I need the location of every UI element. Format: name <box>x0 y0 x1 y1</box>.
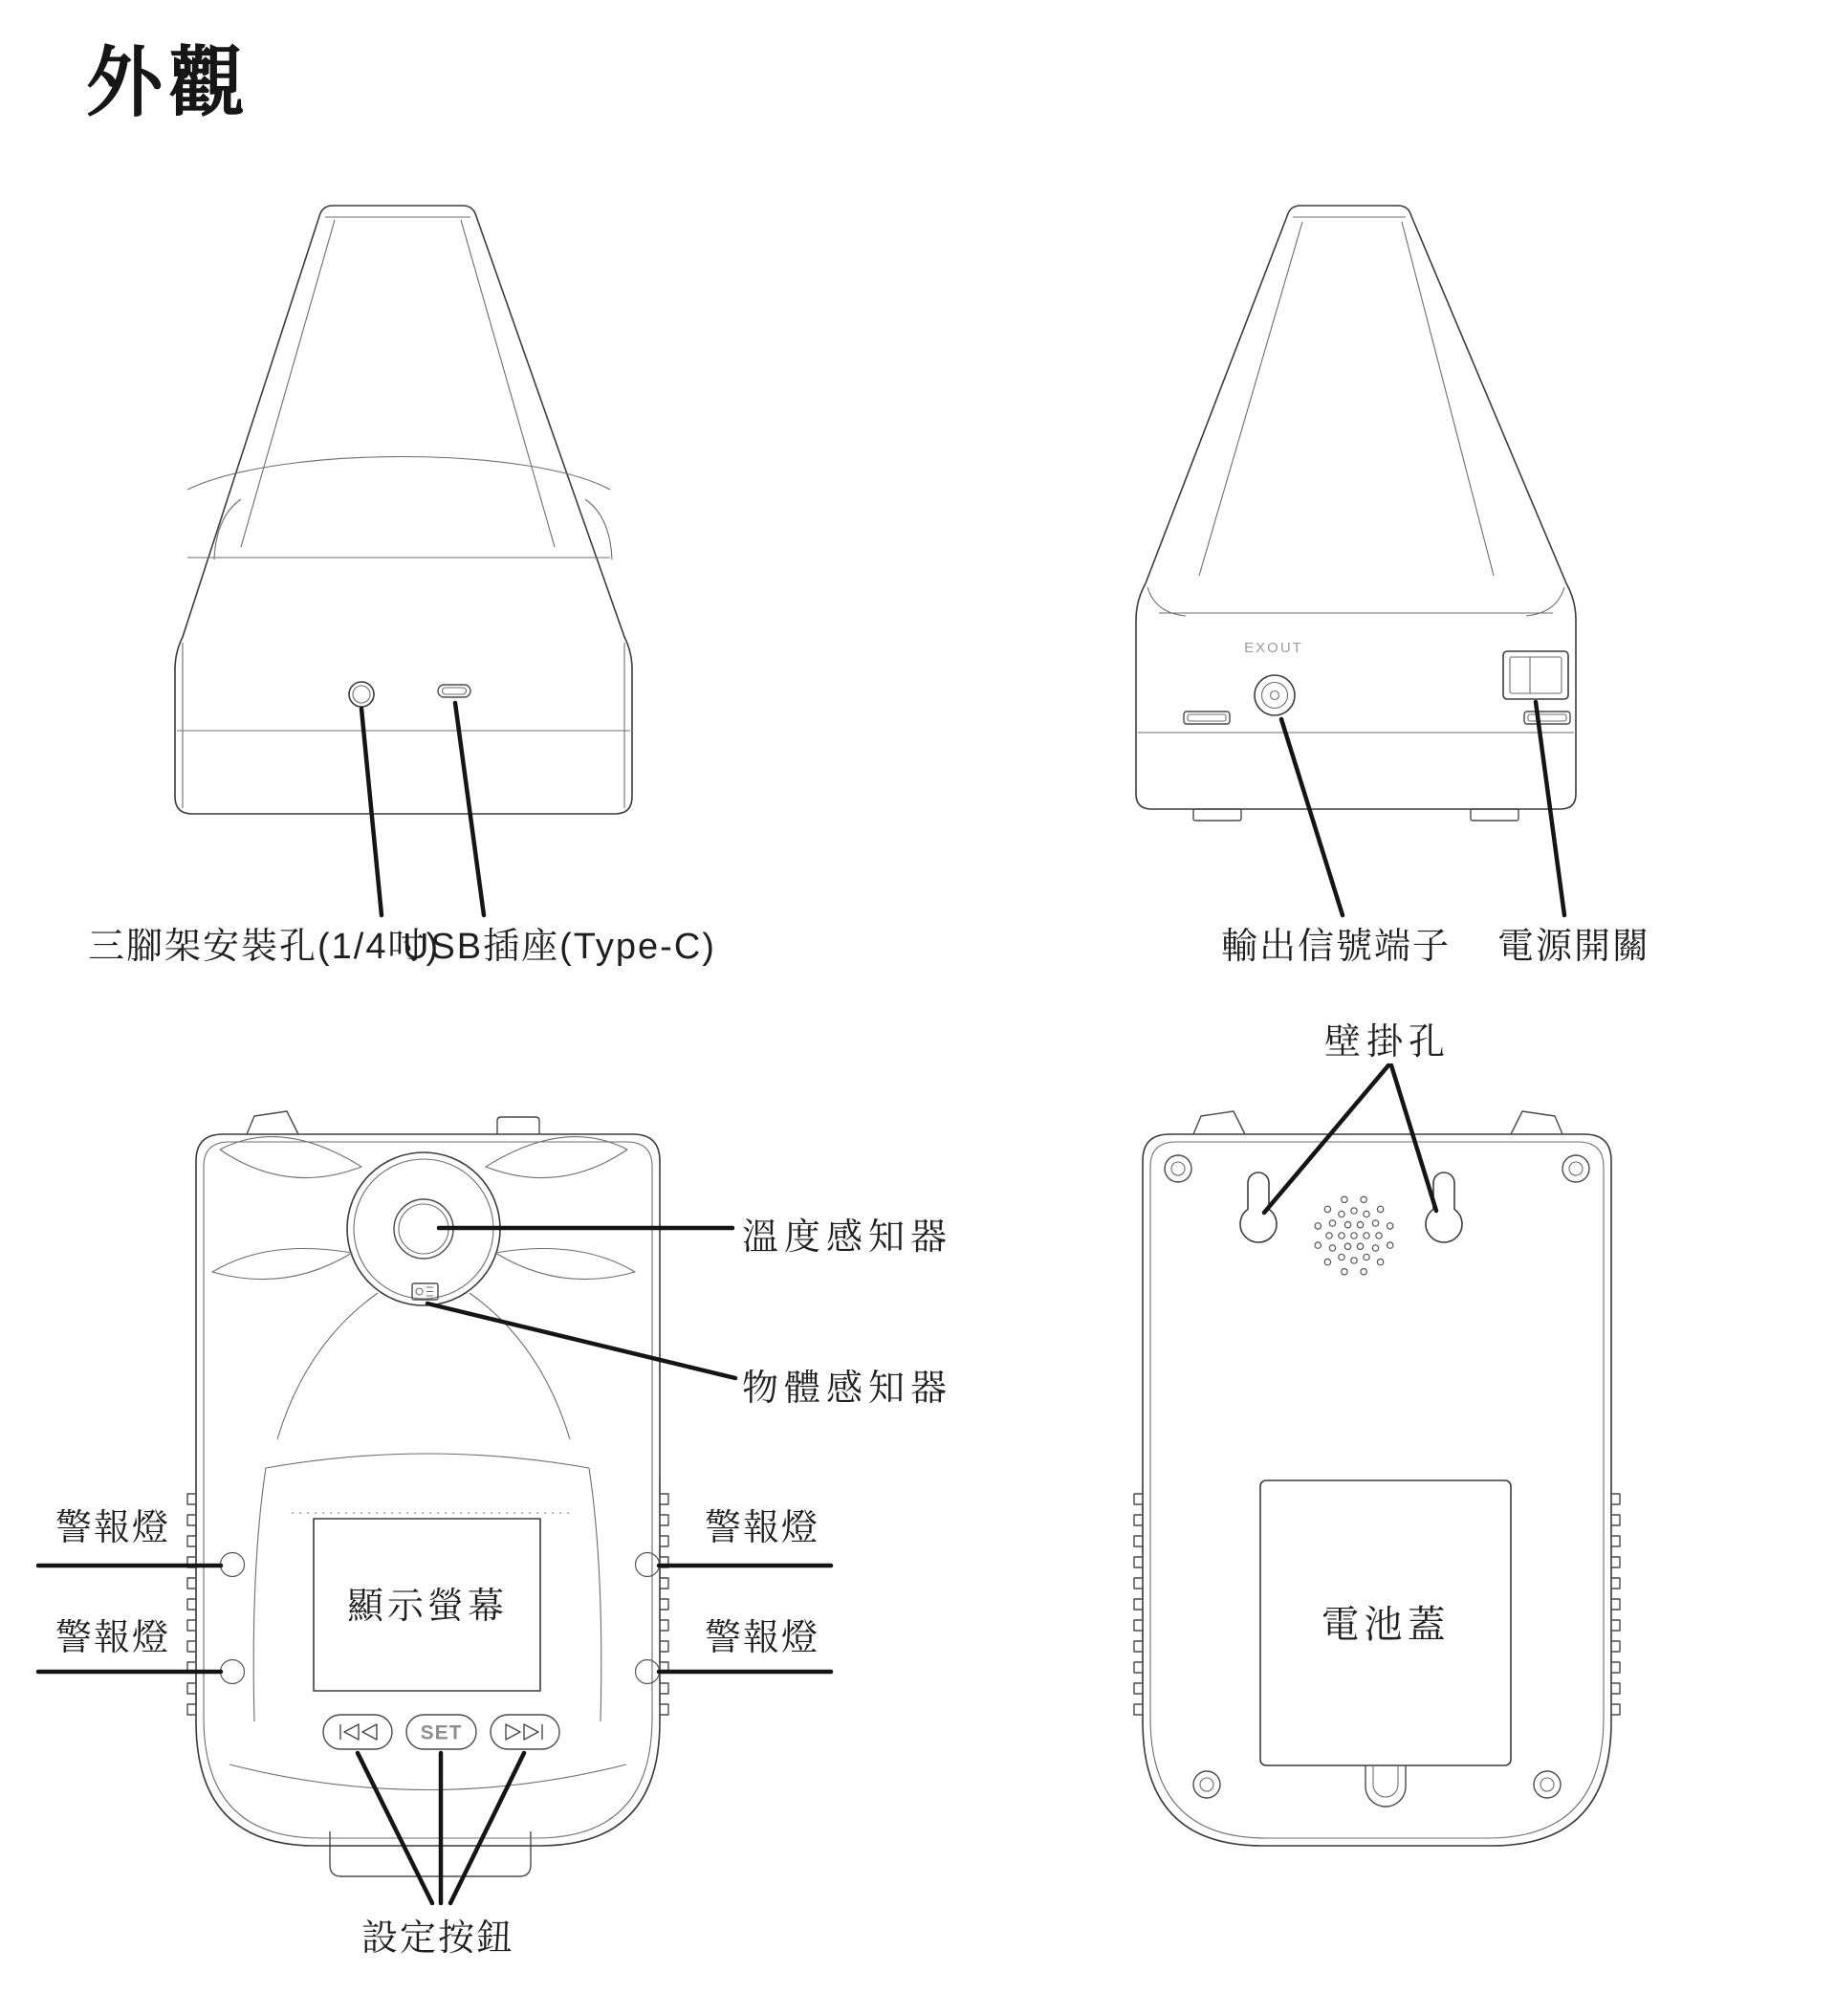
display-screen-label: 顯示螢幕 <box>346 1587 509 1627</box>
alarm-led <box>636 1660 660 1684</box>
wall-mount-leader-line <box>1391 1065 1436 1211</box>
label-alarm-light: 警報燈 <box>55 1618 171 1658</box>
vent-slot-icon <box>1524 712 1570 724</box>
label-alarm-light: 警報燈 <box>705 1618 820 1658</box>
screw-icon <box>1165 1155 1191 1182</box>
label-setting-buttons: 設定按鈕 <box>361 1918 515 1959</box>
screw-icon <box>1534 1771 1561 1798</box>
top-tab <box>247 1111 298 1134</box>
side-grip-ribs <box>1134 1483 1143 1715</box>
side-grip-ribs <box>187 1483 196 1715</box>
label-usb-port: USB插座(Type-C) <box>403 927 716 967</box>
skip-back-button <box>323 1715 392 1749</box>
rear-unit-view-diagram <box>1134 1065 1620 1846</box>
label-temp-sensor: 溫度感知器 <box>742 1217 953 1258</box>
screw-icon <box>1193 1771 1220 1798</box>
label-wall-mount: 壁掛孔 <box>1324 1022 1452 1063</box>
battery-latch-icon <box>1365 1765 1406 1807</box>
label-signal-output: 輸出信號端子 <box>1221 927 1452 967</box>
alarm-led <box>221 1660 245 1684</box>
alarm-led <box>636 1553 660 1577</box>
page-title: 外觀 <box>86 40 251 125</box>
speaker-holes-icon <box>1315 1196 1393 1275</box>
device-foot <box>1193 809 1241 821</box>
front-cone-view-diagram <box>175 206 632 915</box>
label-tripod-hole: 三腳架安裝孔(1/4吋) <box>88 927 441 967</box>
side-grip-ribs <box>660 1483 668 1715</box>
battery-cover <box>1260 1480 1511 1765</box>
settings-leader-line <box>450 1753 524 1903</box>
tripod-mount-hole-icon <box>349 682 374 707</box>
device-foot <box>1471 809 1518 821</box>
skip-forward-button <box>491 1715 559 1749</box>
screw-icon <box>1562 1155 1589 1182</box>
set-button <box>406 1715 476 1749</box>
battery-cover-label: 電池蓋 <box>1321 1604 1451 1646</box>
cone-back-outline <box>1136 206 1576 809</box>
usb-leader-line <box>455 703 484 915</box>
exout-port-label: EXOUT <box>1244 640 1303 656</box>
top-tab <box>1511 1111 1562 1134</box>
wall-mount-keyhole-icon <box>1426 1172 1462 1242</box>
object-sensor-icon <box>412 1283 438 1300</box>
side-grip-ribs <box>1611 1483 1620 1715</box>
rear-cone-view-diagram <box>1136 206 1576 915</box>
label-power-switch: 電源開關 <box>1497 927 1651 967</box>
top-tab <box>1193 1111 1245 1134</box>
top-tab <box>497 1117 539 1134</box>
set-button-label: SET <box>420 1721 463 1744</box>
alarm-led <box>221 1553 245 1577</box>
usb-c-port-icon <box>438 685 470 697</box>
label-alarm-light: 警報燈 <box>705 1508 820 1548</box>
settings-leader-line <box>358 1753 432 1903</box>
object-sensor-leader-line <box>427 1304 735 1378</box>
vent-slot-icon <box>1184 712 1230 724</box>
wall-mount-leader-line <box>1264 1065 1388 1213</box>
power-switch-icon <box>1503 651 1568 699</box>
cone-body-outline <box>175 206 632 814</box>
label-alarm-light: 警報燈 <box>55 1508 171 1548</box>
display-screen <box>314 1519 540 1691</box>
skip-forward-icon <box>506 1724 542 1740</box>
label-object-sensor: 物體感知器 <box>742 1369 953 1409</box>
skip-back-icon <box>340 1724 377 1740</box>
unit-back-outline <box>1143 1134 1611 1846</box>
signal-leader-line <box>1281 719 1343 915</box>
signal-output-jack-icon <box>1255 675 1295 715</box>
tripod-leader-line <box>361 709 382 915</box>
